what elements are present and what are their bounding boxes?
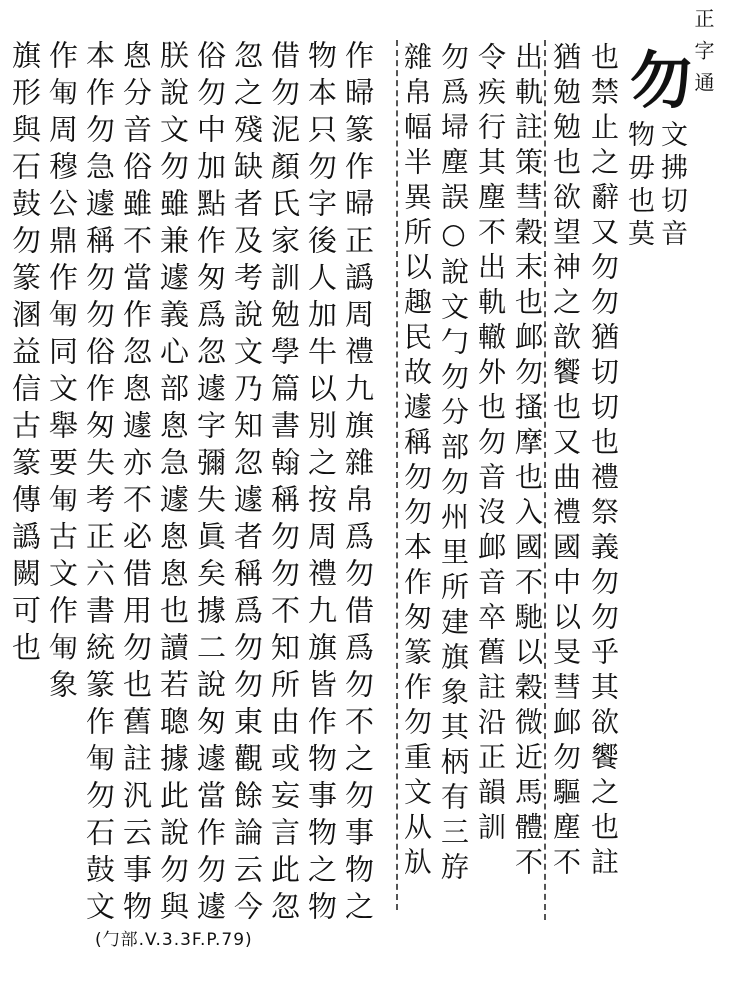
- entry-head-character: 勿: [630, 44, 693, 117]
- main-column-10: 旗形與石鼓勿篆溷益信古篆傳譌闕可也: [8, 40, 42, 669]
- commentary-column-3: 出軌註策彗穀末也䘏勿搔摩也入國不馳以穀微近馬體不: [511, 42, 544, 882]
- main-column-3: 借勿泥顏氏家訓勉學篇書翰稱勿勿不知所由或妄言此忽: [267, 40, 301, 928]
- main-column-2: 物本只勿字後人加牛以別之按周禮九旗皆作物事物之物: [304, 40, 338, 928]
- main-column-1: 作㫶篆作㫶正譌周禮九旗雜帛爲勿借爲勿不之勿事物之: [341, 40, 375, 928]
- commentary-column-2: 猶勉勉也欲望神之歆饗也又曲禮國中以旻彗䘏勿驅塵不: [549, 42, 582, 882]
- section-divider-main: [396, 40, 398, 910]
- main-column-9: 作𠣞周穆公鼎作𠣞同文舉要𠣞古文作𠣞象: [45, 40, 79, 706]
- entry-reading-line-2: 物毋也莫: [623, 120, 654, 252]
- commentary-column-5: 勿爲埽塵誤○說文勹勿分部勿州里所建旗象其柄有三斿: [437, 42, 470, 887]
- commentary-column-6: 雜帛幅半異所以趣民故遽稱勿勿本作匆篆作勿重文从㫃: [400, 42, 433, 882]
- main-column-6: 朕說文勿雖兼遽義心部悤急遽悤悤也讀若聰據此說勿與: [156, 40, 190, 928]
- main-column-4: 忽之殘缺者及考說文乃知忽遽者稱爲勿勿東觀餘論云今: [230, 40, 264, 928]
- source-reference-caption: (勹部.V.3.3F.P.79): [95, 930, 253, 950]
- main-column-5: 俗勿中加點作匆爲忽遽字彌失眞矣據二說匆遽當作勿遽: [193, 40, 227, 928]
- main-column-7: 悤分音俗雖不當作忽悤遽亦不必借用勿也舊註汎云事物: [119, 40, 153, 928]
- commentary-column-4: 令疾行其塵不出軌轍外也勿音沒䘏音卒舊註沿正韻訓: [474, 42, 507, 847]
- commentary-column-1: 也禁止之辭又勿勿猶切切也禮祭義勿勿乎其欲饗之也註: [587, 42, 620, 882]
- main-column-8: 本作勿急遽稱勿勿俗作匆失考正六書統篆作𠣞勿石鼓文: [82, 40, 116, 928]
- entry-reading-line-1: 文拂切音: [656, 120, 687, 252]
- section-divider-commentary: [544, 40, 546, 920]
- book-title: 正字通: [691, 8, 715, 104]
